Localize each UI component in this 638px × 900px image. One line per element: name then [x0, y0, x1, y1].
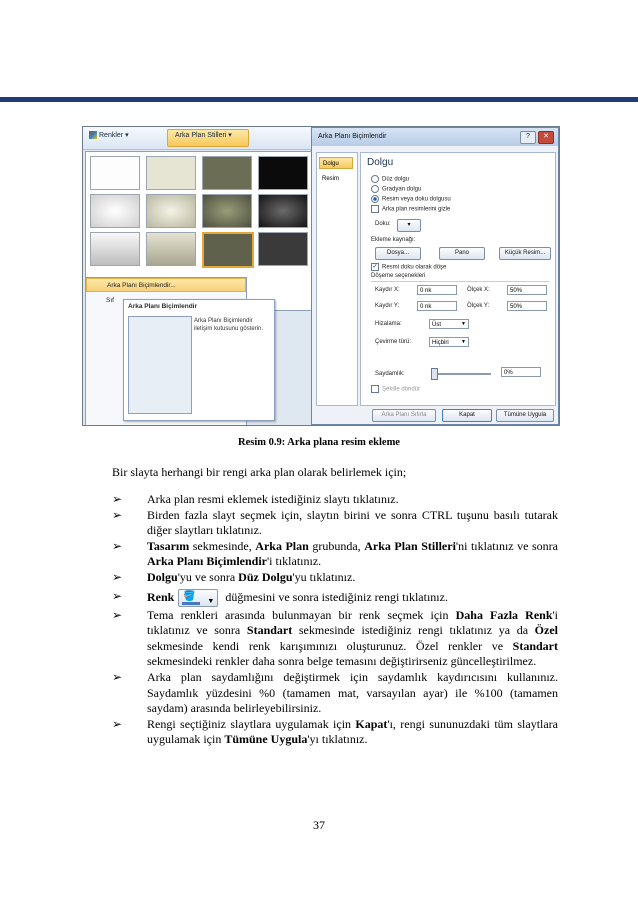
style-thumb[interactable]: [146, 194, 196, 228]
olcek-y-input[interactable]: 50%: [507, 301, 547, 311]
style-thumb[interactable]: [258, 194, 308, 228]
renkler-button[interactable]: Renkler ▾: [89, 131, 129, 139]
kaydir-y-label: Kaydır Y:: [375, 303, 400, 309]
list-item: ➢ Birden fazla slayt seçmek için, slaytın birini ve sonra CTRL tuşunu basılı tutarak diğer slaytları tıklatınız.: [112, 507, 558, 538]
radio-duz-dolgu[interactable]: Düz dolgu: [371, 175, 409, 184]
radio-resim-doku[interactable]: Resim veya doku dolgusu: [371, 195, 451, 204]
transparency-slider-handle[interactable]: [431, 368, 438, 380]
kapat-button[interactable]: Kapat: [442, 409, 492, 422]
list-item: ➢ Arka plan resmi eklemek istediğiniz slaytı tıklatınız.: [112, 492, 399, 506]
tooltip-title: Arka Planı Biçimlendir: [128, 303, 197, 310]
cevirme-select[interactable]: Hiçbiri ▼: [429, 337, 469, 347]
left-item-dolgu[interactable]: Dolgu: [319, 157, 353, 169]
colors-icon: [89, 131, 97, 139]
menu-sifirla[interactable]: Sıf: [106, 297, 114, 304]
bullet-arrow-icon: ➢: [112, 669, 123, 684]
olcek-x-label: Ölçek X:: [467, 287, 490, 293]
tooltip: [123, 299, 275, 421]
list-item: ➢ Tasarım sekmesinde, Arka Plan grubunda, Arka Plan Stilleri'ni tıklatınız ve sonra Arka Planı Biçimlendir'i tıklatınız.: [112, 538, 558, 569]
header-rule: [0, 97, 638, 102]
chevron-down-icon: ▼: [461, 339, 466, 345]
style-thumb[interactable]: [258, 156, 308, 190]
list-item: ➢ Rengi seçtiğiniz slaytlara uygulamak için Kapat'ı, rengi sununuzdaki tüm slaytlara uygulamak için Tümüne Uygula'yı tıklatınız.: [112, 716, 559, 747]
tumune-uygula-button[interactable]: Tümüne Uygula: [496, 409, 554, 422]
hizalama-select[interactable]: Üst ▼: [429, 319, 469, 329]
kucuk-resim-button[interactable]: Küçük Resim...: [499, 247, 551, 260]
section-title: Dolgu: [367, 157, 394, 168]
saydamlik-label: Saydamlık:: [375, 371, 405, 377]
radio-gradyan-dolgu[interactable]: Gradyan dolgu: [371, 185, 421, 194]
figure-caption: Resim 0.9: Arka plana resim ekleme: [238, 437, 400, 448]
tooltip-preview-image: [128, 316, 192, 414]
style-thumb-selected[interactable]: [202, 232, 254, 268]
bullet-arrow-icon: ➢: [112, 569, 123, 584]
transparency-slider-track: [431, 373, 491, 375]
dialog-footer: [312, 406, 558, 424]
dialog-title: Arka Planı Biçimlendir: [312, 128, 558, 146]
style-thumb[interactable]: [90, 232, 140, 266]
dosya-button[interactable]: Dosya...: [375, 247, 421, 260]
page-number: 37: [313, 818, 325, 832]
bullet-arrow-icon: ➢: [112, 716, 123, 731]
checkbox-rotate[interactable]: Şekille döndür: [371, 385, 420, 394]
style-thumb[interactable]: [146, 156, 196, 190]
bullet-arrow-icon: ➢: [112, 538, 123, 553]
list-item: ➢ Arka plan saydamlığını değiştirmek için saydamlık kaydırıcısını kullanınız. Saydamlık yüzdesini %0 (tamamen mat, varsayılan ayar) ile %100 (tamamen saydam) arasında belirleyebilirsiniz.: [112, 669, 558, 716]
ribbon-bar: [83, 127, 313, 150]
arka-plani-sifirla-button[interactable]: Arka Planı Sıfırla: [372, 409, 436, 422]
list-item: ➢ Dolgu'yu ve sonra Düz Dolgu'yu tıklatınız.: [112, 569, 356, 584]
style-thumb[interactable]: [90, 194, 140, 228]
doku-label: Doku:: [375, 221, 391, 227]
bullet-arrow-icon: ➢: [112, 607, 123, 622]
tiling-label: Döşeme seçenekleri: [371, 273, 426, 279]
left-item-resim[interactable]: Resim: [322, 176, 340, 182]
divider: [371, 281, 549, 282]
olcek-y-label: Ölçek Y:: [467, 303, 490, 309]
instruction-list: [112, 492, 558, 748]
style-thumb[interactable]: [258, 232, 308, 266]
style-thumb[interactable]: [202, 194, 252, 228]
chevron-down-icon: ▼: [461, 321, 466, 327]
dialog-left-pane: [316, 152, 358, 406]
kaydir-x-label: Kaydır X:: [375, 287, 400, 293]
kaydir-y-input[interactable]: 0 nk: [417, 301, 457, 311]
kaydir-x-input[interactable]: 0 nk: [417, 285, 457, 295]
tooltip-body: Arka Planı Biçimlendir iletişim kutusunu gösterin.: [194, 318, 264, 332]
bullet-arrow-icon: ➢: [112, 492, 123, 506]
arka-plan-stilleri-label: Arka Plan Stilleri ▾: [175, 132, 232, 139]
ekleme-label: Ekleme kaynağı:: [371, 237, 416, 243]
figure-screenshot: [82, 126, 560, 426]
style-thumb[interactable]: [146, 232, 196, 266]
style-thumb[interactable]: [90, 156, 140, 190]
list-item: ➢ Renk 🪣 ▼ düğmesini ve sonra istediğiniz rengi tıklatınız.: [112, 588, 448, 605]
olcek-x-input[interactable]: 50%: [507, 285, 547, 295]
fill-color-icon: 🪣 ▼: [178, 589, 218, 607]
dialog-right-pane: [360, 152, 556, 406]
list-item: ➢ Tema renkleri arasında bulunmayan bir renk seçmek için Daha Fazla Renk'i tıklatınız ve sonra Standart sekmesinde istediğiniz rengi tıklatınız ya da Özel sekmesinde kendi renk karışımınızı oluşturunuz. Özel renkler ve Standart sekmesindeki renkler daha sonra belge temasını değiştirirseniz güncelleştirilmez.: [112, 607, 559, 669]
texture-dropdown[interactable]: ▾: [397, 219, 421, 232]
help-icon[interactable]: ?: [520, 131, 536, 144]
style-thumb[interactable]: [202, 156, 252, 190]
checkbox-tile[interactable]: ✓ Resmi doku olarak döşe: [372, 264, 447, 271]
checkbox-hide-bg[interactable]: Arka plan resimlerini gizle: [371, 205, 450, 214]
close-icon[interactable]: ✕: [538, 131, 554, 144]
menu-arka-plani-bicimlendir[interactable]: Arka Planı Biçimlendir...: [86, 278, 246, 292]
saydamlik-input[interactable]: 0%: [501, 367, 541, 377]
bullet-arrow-icon: ➢: [112, 588, 123, 603]
hizalama-label: Hizalama:: [375, 321, 402, 327]
cevirme-label: Çevirme türü:: [375, 339, 412, 345]
bullet-arrow-icon: ➢: [112, 507, 123, 522]
intro-paragraph: Bir slayta herhangi bir rengi arka plan olarak belirlemek için;: [112, 465, 407, 479]
format-background-dialog: [311, 127, 559, 425]
pano-button[interactable]: Pano: [439, 247, 485, 260]
